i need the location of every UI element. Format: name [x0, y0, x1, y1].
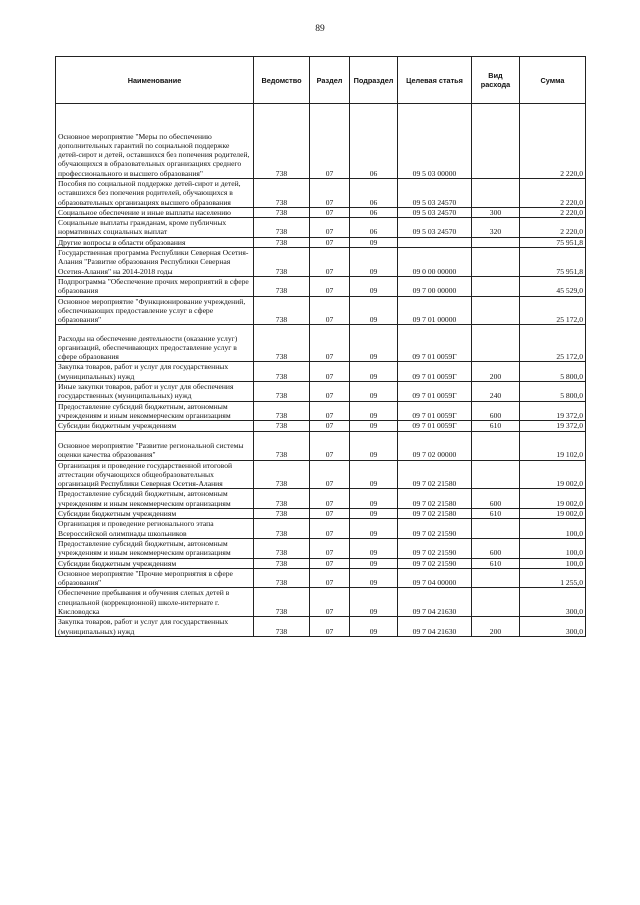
col-header-section: Раздел — [310, 57, 350, 104]
cell-section: 07 — [310, 401, 350, 421]
cell-article — [398, 237, 472, 247]
cell-article: 09 7 02 21580 — [398, 489, 472, 509]
table-row — [56, 237, 586, 247]
cell-exptype: 200 — [472, 617, 520, 637]
cell-section: 07 — [310, 179, 350, 208]
cell-sum: 19 372,0 — [520, 401, 586, 421]
cell-article: 09 7 02 21590 — [398, 558, 472, 568]
cell-exptype — [472, 519, 520, 539]
cell-sum: 19 002,0 — [520, 489, 586, 509]
table-row — [56, 362, 586, 382]
cell-subsection: 09 — [350, 509, 398, 519]
cell-name: Социальные выплаты гражданам, кроме публичных нормативных социальных выплат — [56, 218, 254, 238]
cell-sum: 75 951,8 — [520, 248, 586, 277]
cell-section: 07 — [310, 617, 350, 637]
cell-article: 09 7 01 00000 — [398, 296, 472, 325]
cell-article: 09 7 01 0059Г — [398, 382, 472, 402]
cell-section: 07 — [310, 325, 350, 362]
page-number: 89 — [315, 24, 325, 34]
cell-name: Иные закупки товаров, работ и услуг для обеспечения государственных (муниципальных) нужд — [56, 382, 254, 402]
cell-section: 07 — [310, 431, 350, 460]
cell-dept: 738 — [254, 237, 310, 247]
cell-name: Основное мероприятие "Развитие региональной системы оценки качества образования" — [56, 431, 254, 460]
cell-name: Организация и проведение государственной итоговой аттестации обучающихся общеобразовательных организаций Республики Северная Осетия-Алания — [56, 460, 254, 489]
cell-dept: 738 — [254, 489, 310, 509]
cell-name: Субсидии бюджетным учреждениям — [56, 421, 254, 431]
cell-article: 09 7 01 0059Г — [398, 325, 472, 362]
cell-sum: 2 220,0 — [520, 207, 586, 217]
cell-exptype — [472, 104, 520, 179]
cell-subsection: 09 — [350, 538, 398, 558]
cell-name: Организация и проведение регионального этапа Всероссийской олимпиады школьников — [56, 519, 254, 539]
cell-sum: 19 372,0 — [520, 421, 586, 431]
table-row — [56, 617, 586, 637]
cell-exptype: 600 — [472, 401, 520, 421]
cell-subsection: 09 — [350, 558, 398, 568]
cell-article: 09 0 00 00000 — [398, 248, 472, 277]
cell-subsection: 09 — [350, 362, 398, 382]
table-row — [56, 568, 586, 588]
cell-article: 09 5 03 00000 — [398, 104, 472, 179]
cell-exptype — [472, 276, 520, 296]
cell-article: 09 7 02 21590 — [398, 519, 472, 539]
cell-section: 07 — [310, 538, 350, 558]
cell-exptype: 610 — [472, 558, 520, 568]
cell-article: 09 7 02 21580 — [398, 460, 472, 489]
cell-sum: 1 255,0 — [520, 568, 586, 588]
col-header-sum: Сумма — [520, 57, 586, 104]
cell-sum: 19 002,0 — [520, 509, 586, 519]
table-row — [56, 207, 586, 217]
table-row — [56, 558, 586, 568]
cell-name: Закупка товаров, работ и услуг для государственных (муниципальных) нужд — [56, 617, 254, 637]
table-row — [56, 325, 586, 362]
col-header-exptype: Вид расхода — [472, 57, 520, 104]
cell-exptype: 610 — [472, 509, 520, 519]
table-row — [56, 489, 586, 509]
cell-subsection: 06 — [350, 104, 398, 179]
cell-dept: 738 — [254, 325, 310, 362]
cell-exptype: 600 — [472, 538, 520, 558]
cell-dept: 738 — [254, 104, 310, 179]
cell-dept: 738 — [254, 218, 310, 238]
cell-article: 09 7 00 00000 — [398, 276, 472, 296]
cell-sum: 2 220,0 — [520, 218, 586, 238]
cell-section: 07 — [310, 362, 350, 382]
cell-name: Подпрограмма "Обеспечение прочих мероприятий в сфере образования — [56, 276, 254, 296]
cell-sum: 2 220,0 — [520, 179, 586, 208]
cell-section: 07 — [310, 568, 350, 588]
cell-section: 07 — [310, 104, 350, 179]
cell-section: 07 — [310, 382, 350, 402]
cell-sum: 45 529,0 — [520, 276, 586, 296]
cell-name: Пособия по социальной поддержке детей-сирот и детей, оставшихся без попечения родителей, обучающихся в образовательных организациях высшего образования — [56, 179, 254, 208]
cell-subsection: 09 — [350, 325, 398, 362]
cell-subsection: 09 — [350, 431, 398, 460]
cell-exptype: 600 — [472, 489, 520, 509]
cell-dept: 738 — [254, 568, 310, 588]
cell-sum: 300,0 — [520, 617, 586, 637]
cell-name: Основное мероприятие "Меры по обеспечению дополнительных гарантий по социальной поддержке детей-сирот и детей, оставшихся без попечения родителей, обучающихся в образовательных организациях среднего профессионального и высшего образования" — [56, 104, 254, 179]
cell-dept: 738 — [254, 460, 310, 489]
cell-section: 07 — [310, 519, 350, 539]
cell-dept: 738 — [254, 248, 310, 277]
cell-name: Субсидии бюджетным учреждениям — [56, 509, 254, 519]
cell-article: 09 7 04 21630 — [398, 617, 472, 637]
cell-subsection: 09 — [350, 401, 398, 421]
cell-sum: 100,0 — [520, 558, 586, 568]
cell-subsection: 09 — [350, 460, 398, 489]
cell-dept: 738 — [254, 538, 310, 558]
cell-dept: 738 — [254, 179, 310, 208]
cell-subsection: 09 — [350, 296, 398, 325]
table-row — [56, 296, 586, 325]
cell-section: 07 — [310, 296, 350, 325]
table-row — [56, 431, 586, 460]
cell-name: Другие вопросы в области образования — [56, 237, 254, 247]
table-row — [56, 382, 586, 402]
cell-subsection: 09 — [350, 617, 398, 637]
cell-exptype: 200 — [472, 362, 520, 382]
cell-dept: 738 — [254, 362, 310, 382]
cell-dept: 738 — [254, 617, 310, 637]
cell-exptype — [472, 460, 520, 489]
cell-section: 07 — [310, 207, 350, 217]
cell-section: 07 — [310, 276, 350, 296]
cell-article: 09 7 04 00000 — [398, 568, 472, 588]
cell-exptype — [472, 237, 520, 247]
cell-sum: 25 172,0 — [520, 325, 586, 362]
cell-section: 07 — [310, 558, 350, 568]
table-row — [56, 401, 586, 421]
cell-article: 09 7 02 21590 — [398, 538, 472, 558]
cell-article: 09 7 01 0059Г — [398, 362, 472, 382]
cell-section: 07 — [310, 248, 350, 277]
cell-name: Расходы на обеспечение деятельности (оказание услуг) организаций, обеспечивающих предоставление услуг в сфере образования — [56, 325, 254, 362]
cell-subsection: 06 — [350, 218, 398, 238]
cell-subsection: 09 — [350, 519, 398, 539]
table-body — [56, 104, 586, 637]
cell-name: Субсидии бюджетным учреждениям — [56, 558, 254, 568]
cell-exptype — [472, 431, 520, 460]
cell-exptype — [472, 248, 520, 277]
cell-section: 07 — [310, 489, 350, 509]
table-row — [56, 421, 586, 431]
table-row — [56, 509, 586, 519]
cell-dept: 738 — [254, 296, 310, 325]
table-row — [56, 248, 586, 277]
table-header — [56, 57, 586, 104]
cell-name: Социальное обеспечение и иные выплаты населению — [56, 207, 254, 217]
cell-dept: 738 — [254, 382, 310, 402]
cell-name: Обеспечение пребывания и обучения слепых детей в специальной (коррекционной) школе-интернате г. Кисловодска — [56, 588, 254, 617]
cell-exptype: 320 — [472, 218, 520, 238]
cell-sum: 2 220,0 — [520, 104, 586, 179]
cell-article: 09 5 03 24570 — [398, 218, 472, 238]
cell-dept: 738 — [254, 431, 310, 460]
table-row — [56, 460, 586, 489]
cell-dept: 738 — [254, 276, 310, 296]
cell-name: Основное мероприятие "Функционирование учреждений, обеспечивающих предоставление услуг в сфере образования" — [56, 296, 254, 325]
table-row — [56, 104, 586, 179]
col-header-dept: Ведомство — [254, 57, 310, 104]
cell-sum: 19 102,0 — [520, 431, 586, 460]
cell-article: 09 5 03 24570 — [398, 207, 472, 217]
cell-section: 07 — [310, 237, 350, 247]
cell-name: Предоставление субсидий бюджетным, автономным учреждениям и иным некоммерческим организациям — [56, 401, 254, 421]
table-row — [56, 588, 586, 617]
cell-dept: 738 — [254, 509, 310, 519]
cell-name: Государственная программа Республики Северная Осетия-Алания "Развитие образования Республики Северная Осетия-Алания" на 2014-2018 годы — [56, 248, 254, 277]
cell-name: Основное мероприятие "Прочие мероприятия в сфере образования" — [56, 568, 254, 588]
table-row — [56, 276, 586, 296]
cell-sum: 5 800,0 — [520, 362, 586, 382]
cell-subsection: 09 — [350, 568, 398, 588]
cell-subsection: 09 — [350, 421, 398, 431]
cell-article: 09 7 01 0059Г — [398, 401, 472, 421]
cell-exptype — [472, 179, 520, 208]
cell-dept: 738 — [254, 588, 310, 617]
cell-exptype — [472, 325, 520, 362]
cell-exptype — [472, 588, 520, 617]
cell-sum: 19 002,0 — [520, 460, 586, 489]
cell-article: 09 7 01 0059Г — [398, 421, 472, 431]
cell-article: 09 7 02 00000 — [398, 431, 472, 460]
cell-exptype: 240 — [472, 382, 520, 402]
cell-article: 09 5 03 24570 — [398, 179, 472, 208]
cell-subsection: 06 — [350, 207, 398, 217]
cell-subsection: 09 — [350, 248, 398, 277]
cell-article: 09 7 02 21580 — [398, 509, 472, 519]
cell-section: 07 — [310, 421, 350, 431]
cell-section: 07 — [310, 509, 350, 519]
cell-section: 07 — [310, 460, 350, 489]
cell-subsection: 09 — [350, 382, 398, 402]
cell-dept: 738 — [254, 519, 310, 539]
cell-sum: 100,0 — [520, 538, 586, 558]
cell-section: 07 — [310, 218, 350, 238]
cell-subsection: 09 — [350, 489, 398, 509]
table-row — [56, 519, 586, 539]
cell-dept: 738 — [254, 401, 310, 421]
cell-dept: 738 — [254, 421, 310, 431]
cell-exptype — [472, 296, 520, 325]
cell-sum: 100,0 — [520, 519, 586, 539]
cell-article: 09 7 04 21630 — [398, 588, 472, 617]
cell-sum: 25 172,0 — [520, 296, 586, 325]
cell-sum: 75 951,8 — [520, 237, 586, 247]
cell-section: 07 — [310, 588, 350, 617]
table-row — [56, 538, 586, 558]
cell-name: Закупка товаров, работ и услуг для государственных (муниципальных) нужд — [56, 362, 254, 382]
cell-subsection: 09 — [350, 588, 398, 617]
cell-exptype: 300 — [472, 207, 520, 217]
cell-subsection: 06 — [350, 179, 398, 208]
cell-exptype: 610 — [472, 421, 520, 431]
budget-table — [55, 56, 586, 637]
col-header-subsection: Подраздел — [350, 57, 398, 104]
col-header-article: Целевая статья — [398, 57, 472, 104]
cell-subsection: 09 — [350, 237, 398, 247]
cell-sum: 5 800,0 — [520, 382, 586, 402]
cell-exptype — [472, 568, 520, 588]
cell-name: Предоставление субсидий бюджетным, автономным учреждениям и иным некоммерческим организациям — [56, 489, 254, 509]
cell-dept: 738 — [254, 558, 310, 568]
cell-dept: 738 — [254, 207, 310, 217]
cell-sum: 300,0 — [520, 588, 586, 617]
col-header-name: Наименование — [56, 57, 254, 104]
table-row — [56, 218, 586, 238]
cell-name: Предоставление субсидий бюджетным, автономным учреждениям и иным некоммерческим организациям — [56, 538, 254, 558]
table-row — [56, 179, 586, 208]
cell-subsection: 09 — [350, 276, 398, 296]
